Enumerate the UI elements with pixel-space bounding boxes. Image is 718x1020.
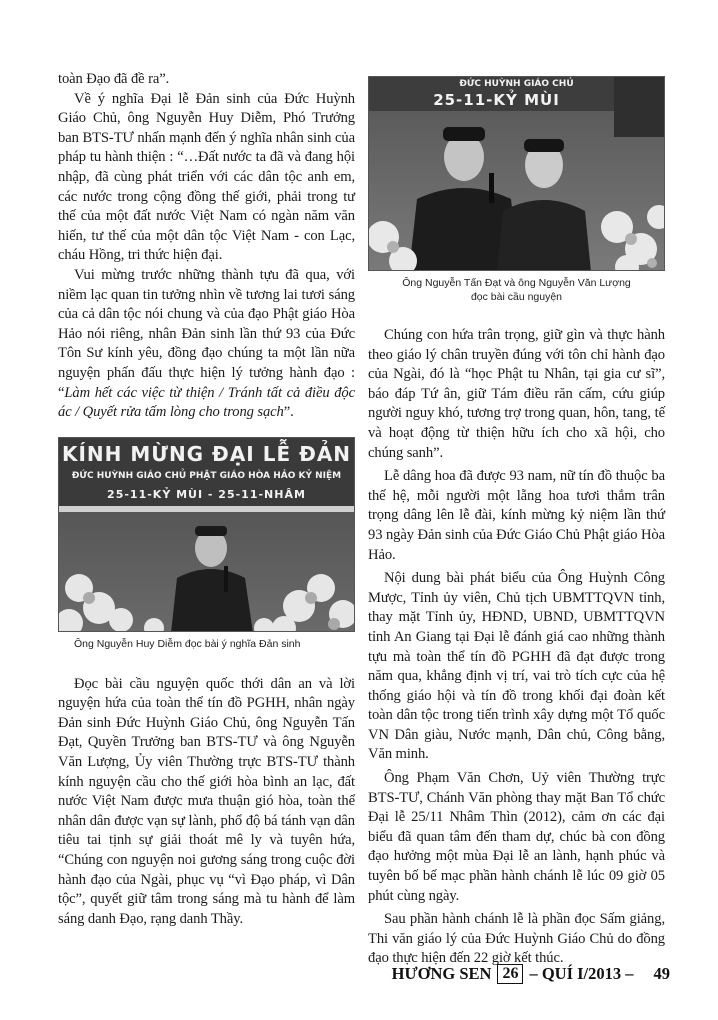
photo-caption-line-1: Ông Nguyễn Tấn Đạt và ông Nguyễn Văn Lượng [402,277,631,289]
banner-line-1: ĐỨC HUỲNH GIÁO CHỦ [459,79,574,89]
paragraph: Ông Phạm Văn Chơn, Uỷ viên Thường trực BTS-TƯ, Chánh Văn phòng thay mặt Ban Tổ chức Đại lễ 25/11 Nhâm Thìn (2012), cảm ơn các đại biểu đã quan tâm đến tham dự, chúc bà con đồng đạo hưởng một mùa Đại lễ an lành, hạnh phúc và tuyên bố bế mạc phần hành chánh lễ lúc 09 giờ 05 phút cùng ngày. [368,770,665,904]
paragraph: Nội dung bài phát biểu của Ông Huỳnh Công Mược, Tỉnh ủy viên, Chủ tịch UBMTTQVN tỉnh, thay mặt Tỉnh ủy, HĐND, UBND, UBMTTQVN tỉnh An Giang tại Đại lễ đánh giá cao những thành tựu mà toàn thể tín đồ PGHH đã đạt được trong năm qua, khẳng định vị trí, vai trò tích cực của hệ thống giáo hội và tín đồ trong khối đại đoàn kết toàn dân tộc trong tiến trình xây dựng một Tổ quốc VN Dân giàu, Nước mạnh, Dân chủ, Công bằng, Văn minh. [368,570,665,763]
photo-speaker [58,437,355,632]
photo-speaker-image [59,438,355,632]
paragraph: Đọc bài cầu nguyện quốc thới dân an và lời nguyện hứa của toàn thể tín đồ PGHH, nhân ngày Đản sinh Đức Huỳnh Giáo Chủ, ông Nguyễn Tấn Đạt, Quyền Trưởng ban BTS-TƯ và ông Nguyễn Văn Lượng, Ủy viên Thường trực BTS-TƯ thành kính nguyện cầu cho thế giới hòa bình an lạc, đất nước Việt Nam được mưa thuận gió hòa, toàn thể nhân dân được vạn sự lành, phổ độ bá tánh vạn dân tiêu tai tịnh sự giải thoát mê ly và tuyên hứa, “Chúng con nguyện noi gương sáng trong cuộc đời hành đạo của Ngài, phục vụ “vì Đạo pháp, vì Dân tộc”, quyết giữ tâm trong sáng mà tu hành để làm sáng danh Đạo, rạng danh Thầy. [58,675,355,927]
paragraph: Chúng con hứa trân trọng, giữ gìn và thực hành theo giáo lý chân truyền đúng với tôn chỉ hành đạo của Ngài, đó là “học Phật tu Nhân, tại gia cư sĩ”, báo đáp Tứ ân, giữ Tám điều răn cấm, cứu giúp người nguy khó, tương trợ trong quan, hôn, tang, tế và hoạt động từ thiện hữu ích cho xã hội, cho chúng sanh”. [368,327,665,461]
photo-caption-line-2: đọc bài cầu nguyện [470,291,563,303]
paragraph: Về ý nghĩa Đại lễ Đản sinh của Đức Huỳnh Giáo Chủ, ông Nguyễn Huy Diễm, Phó Trưởng ban BTS-TƯ nhấn mạnh đến ý nghĩa nhân sinh của pháp tu hành thiện : “…Đất nước ta đã và đang hội nhập, đã cùng phát triển với các dân tộc anh em, các nước trong cộng đồng thế giới, phải trong tư thế của một đất nước Việt Nam có ngàn năm văn hiến, tư thế của một dân tộc Việt Nam - con Lạc, cháu Hồng, tri thức hiện đại. [58,90,355,264]
paragraph: toàn Đạo đã đề ra”. [58,71,170,87]
issue-number: 26 [497,964,523,984]
paragraph-text: ”. [283,404,294,421]
magazine-name: HƯƠNG SEN [391,964,492,983]
quote-italic: Làm hết các việc từ thiện / Tránh tất cả điều độc ác / Quyết rửa tấm lòng cho trong sạch [58,384,355,421]
page-number: 49 [653,964,670,983]
paragraph: Lễ dâng hoa đã được 93 nam, nữ tín đồ thuộc ba thế hệ, mỗi người một lẵng hoa tươi thắm trân trọng dâng lên lễ đài, kính mừng kỷ niệm lần thứ 93 ngày Đản sinh của Đức Giáo Chủ Phật giáo Hòa Hảo. [368,468,665,563]
banner-line-2: ĐỨC HUỲNH GIÁO CHỦ PHẬT GIÁO HÒA HẢO KỶ NIỆM [71,470,342,481]
left-column [58,70,355,929]
banner-line-3: 25-11-KỶ MÙI - 25-11-NHÂM [107,487,306,501]
paragraph-text: Vui mừng trước những thành tựu đã qua, với niềm lạc quan tin tưởng nhìn về tương lai tươi sáng của cả dân tộc nói chung và của đạo Phật giáo Hòa Hảo nói riêng, nhân Đản sinh lần thứ 93 của Đức Tôn Sư kính yêu, đồng đạo chúng ta một lần nữa nguyện phấn đấu thực hiện lý tưởng hành đạo : “ [58,266,355,401]
page-footer [392,964,670,984]
right-column [368,76,665,969]
paragraph: Sau phần hành chánh lễ là phần đọc Sấm giảng, Thi văn giáo lý của Đức Huỳnh Giáo Chủ do đồng đạo thực hiện đến 22 giờ kết thúc. [368,911,665,967]
banner-line-1: KÍNH MỪNG ĐẠI LỄ ĐẢN [61,441,352,466]
quarter-label: – QUÍ I/2013 – [529,964,634,983]
photo-caption: Ông Nguyễn Huy Diễm đọc bài ý nghĩa Đản sinh [74,637,301,650]
banner-line-2: 25-11-KỶ MÙI [433,91,560,109]
photo-prayer [368,76,665,271]
paragraph [58,266,355,423]
